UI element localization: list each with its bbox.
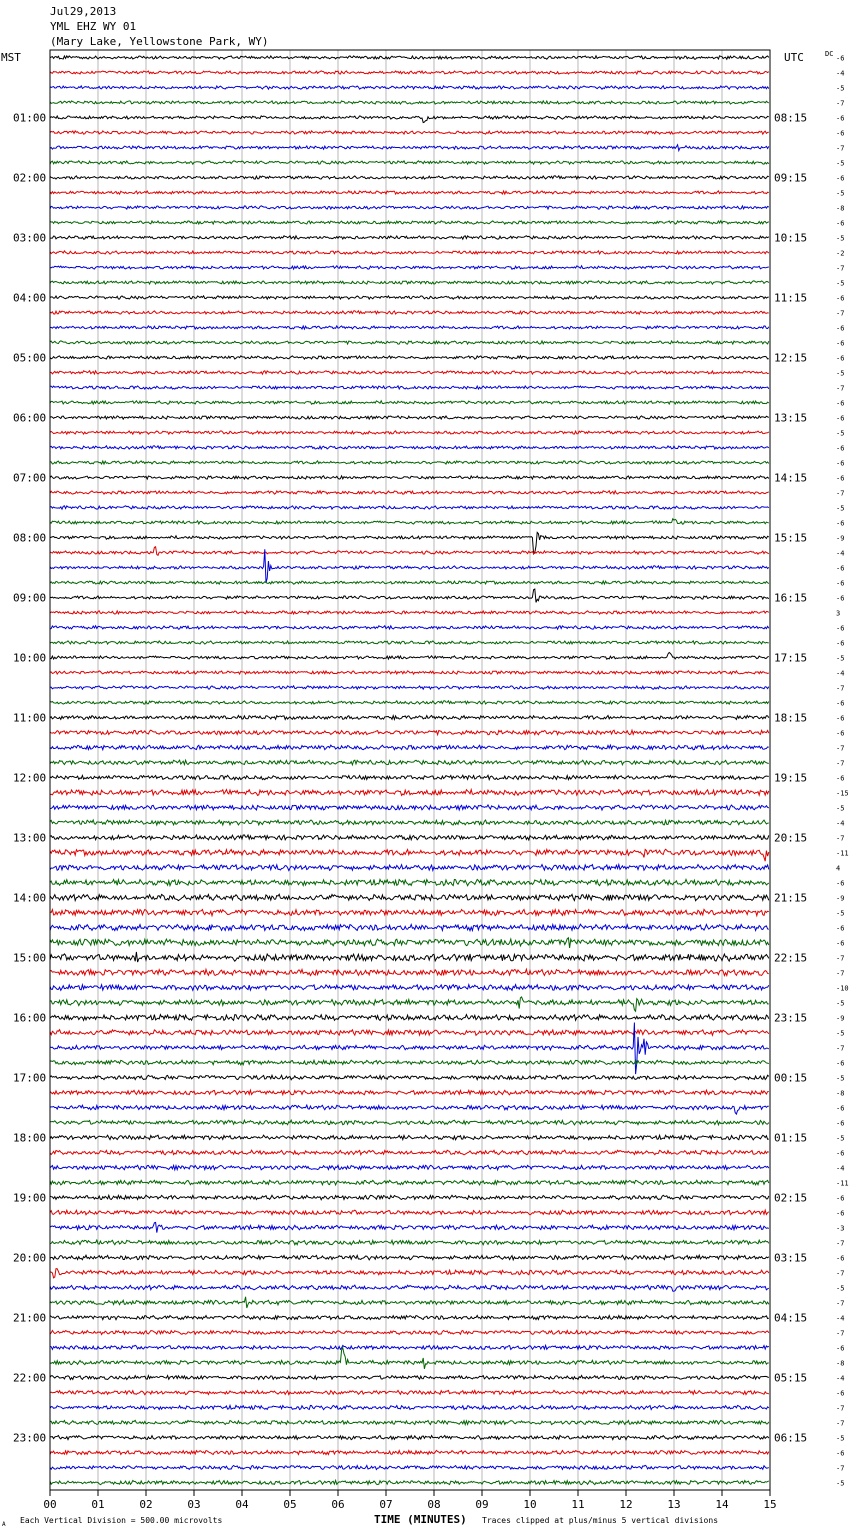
seismic-trace	[50, 775, 769, 780]
x-tick-label: 06	[331, 1498, 345, 1511]
hour-label-right: 04:15	[774, 1311, 808, 1325]
seismic-trace	[50, 835, 769, 840]
seismic-trace	[50, 938, 769, 948]
dc-offset-label: -4	[836, 69, 845, 78]
hour-label-right: 14:15	[774, 471, 808, 485]
dc-offset-label: -5	[836, 1134, 845, 1143]
dc-offset-label: -4	[836, 669, 845, 678]
seismic-trace	[50, 1450, 769, 1454]
dc-offset-label: -4	[836, 819, 845, 828]
dc-offset-label: -7	[836, 684, 845, 693]
dc-offset-label: -6	[836, 639, 845, 648]
seismic-trace	[50, 145, 769, 151]
seismic-trace	[50, 71, 769, 74]
seismic-trace	[50, 476, 769, 479]
seismic-trace	[50, 879, 769, 885]
dc-offset-label: -6	[836, 414, 845, 423]
dc-offset-label: -6	[836, 774, 845, 783]
seismic-trace	[50, 101, 769, 104]
dc-offset-label: -7	[836, 1239, 845, 1248]
dc-offset-label: -4	[836, 549, 845, 558]
seismic-trace	[50, 161, 769, 164]
x-tick-label: 12	[619, 1498, 633, 1511]
seismic-trace	[50, 386, 769, 389]
hour-label-right: 02:15	[774, 1191, 808, 1205]
hour-label-right: 19:15	[774, 771, 808, 785]
seismic-trace	[50, 1195, 769, 1200]
seismic-trace	[50, 532, 769, 554]
dc-offset-label: -6	[836, 444, 845, 453]
seismic-trace	[50, 1222, 769, 1232]
seismic-trace	[50, 952, 769, 962]
scale-note: Each Vertical Division = 500.00 microvolts	[20, 1516, 223, 1525]
x-tick-label: 04	[235, 1498, 249, 1511]
dc-offset-label: -6	[836, 354, 845, 363]
dc-offset-label: -9	[836, 894, 845, 903]
seismic-trace	[50, 1348, 769, 1369]
seismic-trace	[50, 924, 769, 930]
hour-label-left: 20:00	[13, 1251, 47, 1265]
dc-offset-label: -5	[836, 1029, 845, 1038]
seismic-trace	[50, 1390, 769, 1394]
hour-label-left: 14:00	[13, 891, 47, 905]
dc-offset-label: -7	[836, 384, 845, 393]
hour-label-right: 22:15	[774, 951, 808, 965]
dc-offset-label: -6	[836, 294, 845, 303]
seismic-trace	[50, 1105, 769, 1114]
dc-offset-label: -6	[836, 219, 845, 228]
dc-offset-label: -6	[836, 1389, 845, 1398]
x-tick-label: 03	[187, 1498, 201, 1511]
dc-offset-label: 4	[836, 864, 841, 873]
seismic-trace	[50, 401, 769, 404]
dc-offset-label: -11	[836, 849, 849, 858]
corner-mark: A	[2, 1521, 6, 1528]
seismic-trace	[50, 671, 769, 674]
hour-label-left: 07:00	[13, 471, 47, 485]
seismic-trace	[50, 1255, 769, 1260]
seismic-trace	[50, 206, 769, 209]
seismic-trace	[50, 1150, 769, 1155]
dc-offset-label: -6	[836, 1059, 845, 1068]
dc-offset-label: -6	[836, 939, 845, 948]
dc-offset-label: -6	[836, 714, 845, 723]
hour-label-right: 15:15	[774, 531, 808, 545]
seismic-trace	[50, 547, 769, 556]
x-tick-label: 08	[427, 1498, 441, 1511]
hour-label-left: 11:00	[13, 711, 47, 725]
hour-label-right: 05:15	[774, 1371, 808, 1385]
dc-offset-label: -5	[836, 279, 845, 288]
seismic-trace	[50, 416, 769, 419]
seismic-trace	[50, 790, 769, 796]
dc-offset-label: -6	[836, 1449, 845, 1458]
dc-offset-label: -5	[836, 654, 845, 663]
x-tick-label: 05	[283, 1498, 297, 1511]
clip-note: Traces clipped at plus/minus 5 vertical divisions	[482, 1516, 719, 1525]
seismic-trace	[50, 491, 769, 494]
hour-label-right: 10:15	[774, 231, 808, 245]
dc-offset-label: -5	[836, 804, 845, 813]
hour-label-left: 22:00	[13, 1371, 47, 1385]
dc-offset-label: -7	[836, 309, 845, 318]
seismic-trace	[50, 1330, 769, 1334]
hour-label-right: 23:15	[774, 1011, 808, 1025]
dc-offset-label: -5	[836, 1434, 845, 1443]
x-tick-label: 15	[763, 1498, 777, 1511]
seismic-trace	[50, 131, 769, 134]
hour-label-right: 21:15	[774, 891, 808, 905]
hour-label-left: 23:00	[13, 1431, 47, 1445]
station-location: (Mary Lake, Yellowstone Park, WY)	[50, 35, 269, 48]
seismic-trace	[50, 1405, 769, 1409]
hour-label-left: 01:00	[13, 111, 47, 125]
seismic-trace	[50, 1240, 769, 1245]
seismic-trace	[50, 1345, 769, 1349]
label-group	[13, 55, 849, 1512]
dc-offset-label: -6	[836, 1119, 845, 1128]
dc-offset-label: -6	[836, 1194, 845, 1203]
seismic-trace	[50, 1075, 769, 1080]
left-timezone-label: MST	[1, 51, 21, 64]
seismic-trace	[50, 549, 769, 583]
dc-offset-label: -7	[836, 1464, 845, 1473]
x-tick-label: 01	[91, 1498, 105, 1511]
seismic-trace	[50, 581, 769, 584]
x-tick-label: 02	[139, 1498, 153, 1511]
dc-offset-label: -5	[836, 1074, 845, 1083]
seismic-trace	[50, 56, 769, 59]
dc-offset-label: -6	[836, 594, 845, 603]
hour-label-right: 09:15	[774, 171, 808, 185]
hour-label-left: 03:00	[13, 231, 47, 245]
hour-label-left: 16:00	[13, 1011, 47, 1025]
seismic-trace	[50, 176, 769, 179]
x-tick-label: 14	[715, 1498, 729, 1511]
seismic-trace	[50, 865, 769, 871]
dc-offset-label: -7	[836, 954, 845, 963]
hour-label-left: 12:00	[13, 771, 47, 785]
seismic-trace	[50, 626, 769, 629]
seismic-trace	[50, 356, 769, 359]
x-tick-label: 10	[523, 1498, 537, 1511]
station-code: YML EHZ WY 01	[50, 20, 137, 33]
dc-offset-label: -7	[836, 744, 845, 753]
seismic-trace	[50, 1030, 769, 1036]
seismic-trace	[50, 1465, 769, 1469]
seismic-trace	[50, 653, 769, 660]
seismic-trace	[50, 1120, 769, 1125]
seismic-trace	[50, 1420, 769, 1424]
dc-offset-label: -5	[836, 234, 845, 243]
seismic-trace	[50, 1060, 769, 1065]
seismic-trace	[50, 519, 769, 524]
dc-offset-label: -6	[836, 519, 845, 528]
seismic-trace	[50, 730, 769, 735]
seismic-trace	[50, 1135, 769, 1140]
dc-offset-label: -5	[836, 159, 845, 168]
dc-offset-label: -7	[836, 1404, 845, 1413]
dc-offset-label: -4	[836, 1374, 845, 1383]
dc-offset-label: -6	[836, 1209, 845, 1218]
seismic-trace	[50, 311, 769, 314]
dc-offset-label: -6	[836, 129, 845, 138]
dc-offset-label: -7	[836, 264, 845, 273]
seismic-trace	[50, 745, 769, 750]
x-tick-label: 13	[667, 1498, 681, 1511]
hour-label-left: 06:00	[13, 411, 47, 425]
dc-offset-label: -5	[836, 189, 845, 198]
seismic-trace	[50, 341, 769, 344]
dc-label: DC	[825, 50, 834, 58]
dc-offset-label: -5	[836, 999, 845, 1008]
dc-offset-label: -5	[836, 429, 845, 438]
dc-offset-label: -7	[836, 759, 845, 768]
dc-offset-label: -6	[836, 879, 845, 888]
station-date: Jul29,2013	[50, 5, 117, 18]
dc-offset-label: -4	[836, 1314, 845, 1323]
right-timezone-label: UTC	[784, 51, 804, 64]
seismic-trace	[50, 909, 769, 915]
dc-offset-label: -7	[836, 1419, 845, 1428]
seismic-trace	[50, 221, 769, 224]
hour-label-right: 00:15	[774, 1071, 808, 1085]
dc-offset-label: -6	[836, 564, 845, 573]
dc-offset-label: -6	[836, 699, 845, 708]
seismic-trace	[50, 86, 769, 89]
seismic-trace	[50, 431, 769, 434]
dc-offset-label: -8	[836, 1089, 845, 1098]
seismic-trace	[50, 1285, 769, 1291]
seismic-trace	[50, 820, 769, 825]
dc-offset-label: -6	[836, 174, 845, 183]
seismic-trace	[50, 1315, 769, 1319]
dc-offset-label: -5	[836, 909, 845, 918]
seismic-trace	[50, 116, 769, 123]
seismic-trace	[50, 589, 769, 602]
seismic-trace	[50, 1210, 769, 1215]
seismic-trace	[50, 1165, 769, 1170]
hour-label-right: 13:15	[774, 411, 808, 425]
seismic-trace	[50, 686, 769, 689]
seismic-trace	[50, 969, 769, 975]
dc-offset-label: 3	[836, 609, 841, 618]
seismic-trace	[50, 611, 769, 614]
x-axis-title: TIME (MINUTES)	[374, 1513, 467, 1526]
seismic-trace	[50, 236, 769, 239]
dc-offset-label: -15	[836, 789, 849, 798]
dc-offset-label: -6	[836, 459, 845, 468]
hour-label-left: 21:00	[13, 1311, 47, 1325]
hour-label-left: 19:00	[13, 1191, 47, 1205]
hour-label-left: 09:00	[13, 591, 47, 605]
seismic-trace	[50, 1480, 769, 1484]
dc-offset-label: -6	[836, 54, 845, 63]
x-tick-label: 09	[475, 1498, 489, 1511]
seismic-trace	[50, 1375, 769, 1379]
seismic-trace	[50, 701, 769, 704]
seismic-trace	[50, 641, 769, 644]
dc-offset-label: -3	[836, 1224, 845, 1233]
seismic-trace	[50, 296, 769, 299]
dc-offset-label: -6	[836, 624, 845, 633]
seismic-trace	[50, 326, 769, 329]
seismic-trace	[50, 446, 769, 449]
hour-label-left: 08:00	[13, 531, 47, 545]
seismic-trace	[50, 371, 769, 374]
dc-offset-label: -7	[836, 489, 845, 498]
seismic-trace	[50, 849, 769, 861]
dc-offset-label: -6	[836, 474, 845, 483]
dc-offset-label: -8	[836, 204, 845, 213]
seismic-trace	[50, 1435, 769, 1439]
dc-offset-label: -6	[836, 1344, 845, 1353]
dc-offset-label: -6	[836, 1254, 845, 1263]
hour-label-right: 06:15	[774, 1431, 808, 1445]
dc-offset-label: -6	[836, 1149, 845, 1158]
dc-offset-label: -6	[836, 1104, 845, 1113]
seismic-trace	[50, 506, 769, 509]
x-tick-label: 07	[379, 1498, 393, 1511]
dc-offset-label: -6	[836, 924, 845, 933]
seismic-trace	[50, 266, 769, 269]
hour-label-left: 10:00	[13, 651, 47, 665]
seismic-trace	[50, 715, 769, 719]
dc-offset-label: -6	[836, 399, 845, 408]
dc-offset-label: -7	[836, 1269, 845, 1278]
hour-label-left: 02:00	[13, 171, 47, 185]
dc-offset-label: -11	[836, 1179, 849, 1188]
dc-offset-label: -7	[836, 99, 845, 108]
hour-label-right: 03:15	[774, 1251, 808, 1265]
dc-offset-label: -7	[836, 1299, 845, 1308]
seismic-trace	[50, 1090, 769, 1095]
seismic-trace	[50, 997, 769, 1011]
hour-label-right: 20:15	[774, 831, 808, 845]
dc-offset-label: -6	[836, 579, 845, 588]
hour-label-right: 17:15	[774, 651, 808, 665]
x-tick-label: 11	[571, 1498, 585, 1511]
dc-offset-label: -7	[836, 144, 845, 153]
hour-label-right: 01:15	[774, 1131, 808, 1145]
seismic-trace	[50, 1015, 769, 1021]
trace-group	[50, 56, 769, 1485]
seismic-trace	[50, 1269, 769, 1278]
seismic-trace	[50, 1297, 769, 1308]
dc-offset-label: -7	[836, 834, 845, 843]
seismic-trace	[50, 281, 769, 284]
seismic-trace	[50, 1180, 769, 1185]
hour-label-right: 08:15	[774, 111, 808, 125]
dc-offset-label: -6	[836, 729, 845, 738]
hour-label-right: 12:15	[774, 351, 808, 365]
hour-label-right: 18:15	[774, 711, 808, 725]
dc-offset-label: -6	[836, 339, 845, 348]
dc-offset-label: -7	[836, 1044, 845, 1053]
hour-label-right: 11:15	[774, 291, 808, 305]
seismic-trace	[50, 985, 769, 991]
seismic-trace	[50, 1022, 769, 1074]
hour-label-left: 18:00	[13, 1131, 47, 1145]
dc-offset-label: -5	[836, 1284, 845, 1293]
hour-label-right: 16:15	[774, 591, 808, 605]
dc-offset-label: -6	[836, 324, 845, 333]
seismic-trace	[50, 251, 769, 254]
dc-offset-label: -5	[836, 504, 845, 513]
hour-label-left: 15:00	[13, 951, 47, 965]
dc-offset-label: -10	[836, 984, 849, 993]
dc-offset-label: -2	[836, 249, 845, 258]
x-tick-label: 00	[43, 1498, 57, 1511]
seismic-trace	[50, 805, 769, 810]
seismic-trace	[50, 894, 769, 900]
hour-label-left: 13:00	[13, 831, 47, 845]
dc-offset-label: -8	[836, 1359, 845, 1368]
hour-label-left: 04:00	[13, 291, 47, 305]
dc-offset-label: -6	[836, 114, 845, 123]
seismic-trace	[50, 760, 769, 765]
dc-offset-label: -5	[836, 1479, 845, 1488]
seismic-trace	[50, 191, 769, 194]
hour-label-left: 05:00	[13, 351, 47, 365]
dc-offset-label: -5	[836, 369, 845, 378]
dc-offset-label: -7	[836, 969, 845, 978]
seismic-trace	[50, 461, 769, 464]
dc-offset-label: -5	[836, 84, 845, 93]
dc-offset-label: -7	[836, 1329, 845, 1338]
hour-label-left: 17:00	[13, 1071, 47, 1085]
dc-offset-label: -9	[836, 534, 845, 543]
dc-offset-label: -4	[836, 1164, 845, 1173]
dc-offset-label: -9	[836, 1014, 845, 1023]
